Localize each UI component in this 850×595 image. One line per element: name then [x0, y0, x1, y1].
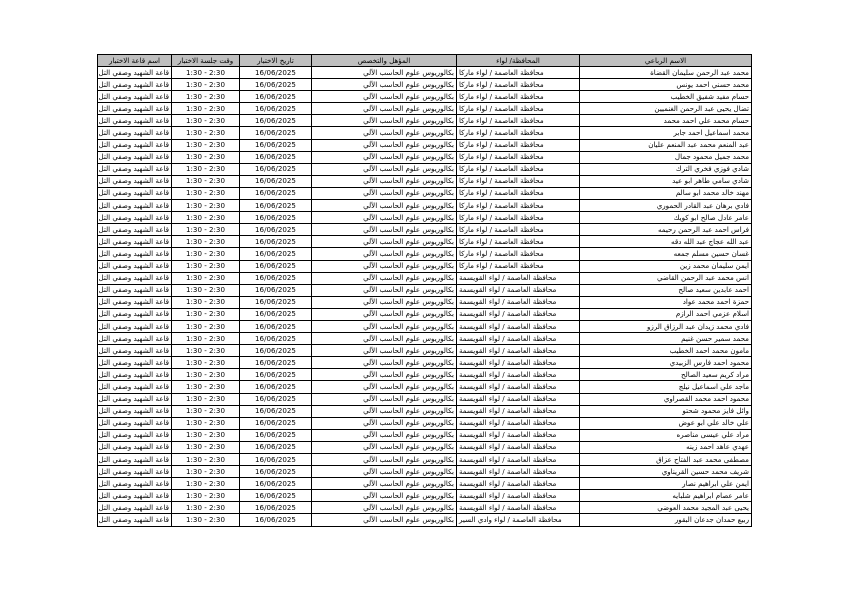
cell-exam-date: 16/06/2025	[240, 91, 312, 103]
cell-governorate: محافظة العاصمة / لواء ماركا	[457, 212, 580, 224]
cell-governorate: محافظة العاصمة / لواء القويسمة	[457, 454, 580, 466]
cell-governorate: محافظة العاصمة / لواء القويسمة	[457, 502, 580, 514]
cell-exam-hall: قاعة الشهيد وصفي التل	[98, 200, 172, 212]
cell-qualification: بكالوريوس علوم الحاسب الآلي	[312, 320, 457, 332]
cell-exam-hall: قاعة الشهيد وصفي التل	[98, 248, 172, 260]
cell-governorate: محافظة العاصمة / لواء القويسمة	[457, 441, 580, 453]
cell-exam-time: 1:30 - 2:30	[172, 212, 240, 224]
table-row	[98, 308, 752, 320]
cell-exam-hall: قاعة الشهيد وصفي التل	[98, 163, 172, 175]
exam-schedule-table	[97, 54, 752, 527]
cell-full-name: علي خالد علي ابو عوض	[580, 417, 752, 429]
cell-exam-date: 16/06/2025	[240, 175, 312, 187]
cell-governorate: محافظة العاصمة / لواء ماركا	[457, 260, 580, 272]
cell-full-name: محمود احمد محمد القصراوي	[580, 393, 752, 405]
cell-full-name: غسان حسين مسلم جمعه	[580, 248, 752, 260]
cell-qualification: بكالوريوس علوم الحاسب الآلي	[312, 260, 457, 272]
cell-exam-date: 16/06/2025	[240, 478, 312, 490]
cell-governorate: محافظة العاصمة / لواء القويسمة	[457, 393, 580, 405]
cell-exam-date: 16/06/2025	[240, 441, 312, 453]
cell-exam-date: 16/06/2025	[240, 103, 312, 115]
cell-full-name: فراس احمد عبد الرحمن رحيمه	[580, 224, 752, 236]
cell-exam-date: 16/06/2025	[240, 333, 312, 345]
cell-qualification: بكالوريوس علوم الحاسب الآلي	[312, 248, 457, 260]
cell-governorate: محافظة العاصمة / لواء وادي السير	[457, 514, 580, 526]
cell-qualification: بكالوريوس علوم الحاسب الآلي	[312, 441, 457, 453]
cell-exam-date: 16/06/2025	[240, 417, 312, 429]
cell-exam-date: 16/06/2025	[240, 466, 312, 478]
cell-qualification: بكالوريوس علوم الحاسب الآلي	[312, 151, 457, 163]
cell-exam-time: 1:30 - 2:30	[172, 67, 240, 79]
cell-qualification: بكالوريوس علوم الحاسب الآلي	[312, 91, 457, 103]
cell-full-name: محمد حسني احمد يونس	[580, 79, 752, 91]
cell-full-name: عبد المنعم محمد عبد المنعم عليان	[580, 139, 752, 151]
cell-full-name: حسام محمد علي احمد محمد	[580, 115, 752, 127]
cell-full-name: حسام مفيد شفيق الخطيب	[580, 91, 752, 103]
cell-exam-hall: قاعة الشهيد وصفي التل	[98, 127, 172, 139]
cell-exam-time: 1:30 - 2:30	[172, 139, 240, 151]
table-row	[98, 320, 752, 332]
table-row	[98, 236, 752, 248]
cell-governorate: محافظة العاصمة / لواء ماركا	[457, 200, 580, 212]
cell-exam-time: 1:30 - 2:30	[172, 345, 240, 357]
cell-exam-time: 1:30 - 2:30	[172, 514, 240, 526]
cell-exam-time: 1:30 - 2:30	[172, 236, 240, 248]
cell-governorate: محافظة العاصمة / لواء ماركا	[457, 224, 580, 236]
table-row	[98, 490, 752, 502]
cell-governorate: محافظة العاصمة / لواء ماركا	[457, 236, 580, 248]
cell-full-name: ربيع حمدان جدعان البقور	[580, 514, 752, 526]
cell-exam-time: 1:30 - 2:30	[172, 224, 240, 236]
cell-full-name: مراد علي عيسى مناصره	[580, 429, 752, 441]
cell-exam-time: 1:30 - 2:30	[172, 502, 240, 514]
cell-exam-date: 16/06/2025	[240, 248, 312, 260]
cell-exam-time: 1:30 - 2:30	[172, 454, 240, 466]
cell-exam-date: 16/06/2025	[240, 393, 312, 405]
cell-exam-date: 16/06/2025	[240, 236, 312, 248]
cell-governorate: محافظة العاصمة / لواء ماركا	[457, 115, 580, 127]
cell-exam-date: 16/06/2025	[240, 514, 312, 526]
cell-exam-hall: قاعة الشهيد وصفي التل	[98, 187, 172, 199]
cell-qualification: بكالوريوس علوم الحاسب الآلي	[312, 103, 457, 115]
cell-exam-hall: قاعة الشهيد وصفي التل	[98, 502, 172, 514]
cell-exam-hall: قاعة الشهيد وصفي التل	[98, 67, 172, 79]
cell-exam-time: 1:30 - 2:30	[172, 381, 240, 393]
cell-qualification: بكالوريوس علوم الحاسب الآلي	[312, 67, 457, 79]
cell-exam-time: 1:30 - 2:30	[172, 163, 240, 175]
cell-exam-time: 1:30 - 2:30	[172, 127, 240, 139]
cell-exam-hall: قاعة الشهيد وصفي التل	[98, 393, 172, 405]
cell-governorate: محافظة العاصمة / لواء القويسمة	[457, 369, 580, 381]
cell-qualification: بكالوريوس علوم الحاسب الآلي	[312, 284, 457, 296]
cell-exam-time: 1:30 - 2:30	[172, 175, 240, 187]
cell-exam-date: 16/06/2025	[240, 139, 312, 151]
cell-exam-date: 16/06/2025	[240, 260, 312, 272]
cell-exam-date: 16/06/2025	[240, 163, 312, 175]
table-row	[98, 429, 752, 441]
cell-exam-hall: قاعة الشهيد وصفي التل	[98, 466, 172, 478]
cell-exam-hall: قاعة الشهيد وصفي التل	[98, 284, 172, 296]
cell-qualification: بكالوريوس علوم الحاسب الآلي	[312, 127, 457, 139]
cell-qualification: بكالوريوس علوم الحاسب الآلي	[312, 79, 457, 91]
cell-full-name: ايمن سليمان محمد زين	[580, 260, 752, 272]
cell-full-name: احمد عابدين سعيد صالح	[580, 284, 752, 296]
cell-exam-date: 16/06/2025	[240, 429, 312, 441]
cell-exam-time: 1:30 - 2:30	[172, 417, 240, 429]
cell-full-name: حمزة احمد محمد عواد	[580, 296, 752, 308]
cell-qualification: بكالوريوس علوم الحاسب الآلي	[312, 212, 457, 224]
cell-governorate: محافظة العاصمة / لواء ماركا	[457, 91, 580, 103]
cell-qualification: بكالوريوس علوم الحاسب الآلي	[312, 466, 457, 478]
cell-full-name: فادي محمد زيدان عبد الرزاق الرزو	[580, 320, 752, 332]
table-row	[98, 466, 752, 478]
cell-exam-hall: قاعة الشهيد وصفي التل	[98, 369, 172, 381]
table-row	[98, 115, 752, 127]
cell-full-name: محمد سمير حسن غنيم	[580, 333, 752, 345]
cell-exam-hall: قاعة الشهيد وصفي التل	[98, 405, 172, 417]
cell-full-name: محمد عبد الرحمن سليمان القضاة	[580, 67, 752, 79]
cell-exam-hall: قاعة الشهيد وصفي التل	[98, 260, 172, 272]
cell-exam-date: 16/06/2025	[240, 224, 312, 236]
cell-exam-time: 1:30 - 2:30	[172, 248, 240, 260]
cell-exam-time: 1:30 - 2:30	[172, 200, 240, 212]
cell-governorate: محافظة العاصمة / لواء القويسمة	[457, 417, 580, 429]
cell-exam-date: 16/06/2025	[240, 79, 312, 91]
cell-exam-date: 16/06/2025	[240, 454, 312, 466]
table-row	[98, 417, 752, 429]
cell-exam-date: 16/06/2025	[240, 272, 312, 284]
cell-qualification: بكالوريوس علوم الحاسب الآلي	[312, 393, 457, 405]
cell-exam-date: 16/06/2025	[240, 308, 312, 320]
cell-full-name: شادي سامي طاهر ابو عيد	[580, 175, 752, 187]
table-row	[98, 103, 752, 115]
cell-exam-hall: قاعة الشهيد وصفي التل	[98, 429, 172, 441]
cell-exam-hall: قاعة الشهيد وصفي التل	[98, 357, 172, 369]
cell-exam-hall: قاعة الشهيد وصفي التل	[98, 272, 172, 284]
cell-exam-hall: قاعة الشهيد وصفي التل	[98, 115, 172, 127]
cell-qualification: بكالوريوس علوم الحاسب الآلي	[312, 478, 457, 490]
table-row	[98, 187, 752, 199]
cell-exam-hall: قاعة الشهيد وصفي التل	[98, 212, 172, 224]
exam-schedule-sheet	[97, 54, 751, 527]
table-row	[98, 357, 752, 369]
cell-exam-time: 1:30 - 2:30	[172, 79, 240, 91]
cell-exam-date: 16/06/2025	[240, 151, 312, 163]
cell-qualification: بكالوريوس علوم الحاسب الآلي	[312, 357, 457, 369]
cell-exam-time: 1:30 - 2:30	[172, 308, 240, 320]
table-row	[98, 260, 752, 272]
cell-exam-time: 1:30 - 2:30	[172, 429, 240, 441]
cell-governorate: محافظة العاصمة / لواء القويسمة	[457, 333, 580, 345]
cell-exam-time: 1:30 - 2:30	[172, 284, 240, 296]
cell-exam-date: 16/06/2025	[240, 405, 312, 417]
cell-qualification: بكالوريوس علوم الحاسب الآلي	[312, 490, 457, 502]
header-exam-time: وقت جلسة الاختبار	[172, 55, 240, 67]
cell-governorate: محافظة العاصمة / لواء القويسمة	[457, 357, 580, 369]
cell-exam-hall: قاعة الشهيد وصفي التل	[98, 139, 172, 151]
cell-governorate: محافظة العاصمة / لواء القويسمة	[457, 308, 580, 320]
cell-full-name: عهدي عاهد احمد زينه	[580, 441, 752, 453]
table-row	[98, 248, 752, 260]
cell-full-name: محمود احمد فارس الزبيدي	[580, 357, 752, 369]
table-row	[98, 139, 752, 151]
cell-exam-date: 16/06/2025	[240, 345, 312, 357]
cell-exam-hall: قاعة الشهيد وصفي التل	[98, 79, 172, 91]
cell-governorate: محافظة العاصمة / لواء القويسمة	[457, 284, 580, 296]
cell-exam-date: 16/06/2025	[240, 357, 312, 369]
cell-exam-time: 1:30 - 2:30	[172, 320, 240, 332]
cell-full-name: مصطفى محمد عبد الفتاح عزاق	[580, 454, 752, 466]
cell-qualification: بكالوريوس علوم الحاسب الآلي	[312, 308, 457, 320]
cell-exam-date: 16/06/2025	[240, 187, 312, 199]
cell-exam-date: 16/06/2025	[240, 369, 312, 381]
table-row	[98, 296, 752, 308]
cell-exam-time: 1:30 - 2:30	[172, 296, 240, 308]
header-exam-date: تاريخ الاختبار	[240, 55, 312, 67]
cell-qualification: بكالوريوس علوم الحاسب الآلي	[312, 200, 457, 212]
cell-exam-date: 16/06/2025	[240, 320, 312, 332]
table-row	[98, 441, 752, 453]
cell-exam-time: 1:30 - 2:30	[172, 151, 240, 163]
cell-exam-hall: قاعة الشهيد وصفي التل	[98, 151, 172, 163]
cell-exam-hall: قاعة الشهيد وصفي التل	[98, 381, 172, 393]
cell-exam-hall: قاعة الشهيد وصفي التل	[98, 454, 172, 466]
cell-exam-date: 16/06/2025	[240, 67, 312, 79]
cell-exam-hall: قاعة الشهيد وصفي التل	[98, 91, 172, 103]
cell-governorate: محافظة العاصمة / لواء القويسمة	[457, 405, 580, 417]
cell-exam-time: 1:30 - 2:30	[172, 466, 240, 478]
table-row	[98, 369, 752, 381]
cell-full-name: مهند خالد محمد ابو سالم	[580, 187, 752, 199]
cell-qualification: بكالوريوس علوم الحاسب الآلي	[312, 272, 457, 284]
cell-exam-date: 16/06/2025	[240, 212, 312, 224]
table-row	[98, 67, 752, 79]
cell-qualification: بكالوريوس علوم الحاسب الآلي	[312, 224, 457, 236]
cell-governorate: محافظة العاصمة / لواء ماركا	[457, 127, 580, 139]
header-governorate: المحافظة/ لواء	[457, 55, 580, 67]
cell-qualification: بكالوريوس علوم الحاسب الآلي	[312, 502, 457, 514]
cell-exam-hall: قاعة الشهيد وصفي التل	[98, 296, 172, 308]
cell-governorate: محافظة العاصمة / لواء القويسمة	[457, 478, 580, 490]
cell-governorate: محافظة العاصمة / لواء القويسمة	[457, 381, 580, 393]
cell-qualification: بكالوريوس علوم الحاسب الآلي	[312, 115, 457, 127]
table-row	[98, 514, 752, 526]
cell-exam-hall: قاعة الشهيد وصفي التل	[98, 514, 172, 526]
cell-exam-time: 1:30 - 2:30	[172, 405, 240, 417]
cell-qualification: بكالوريوس علوم الحاسب الآلي	[312, 163, 457, 175]
cell-exam-hall: قاعة الشهيد وصفي التل	[98, 441, 172, 453]
cell-exam-hall: قاعة الشهيد وصفي التل	[98, 478, 172, 490]
table-row	[98, 175, 752, 187]
cell-governorate: محافظة العاصمة / لواء ماركا	[457, 163, 580, 175]
table-row	[98, 163, 752, 175]
table-row	[98, 127, 752, 139]
cell-exam-date: 16/06/2025	[240, 502, 312, 514]
cell-qualification: بكالوريوس علوم الحاسب الآلي	[312, 139, 457, 151]
cell-governorate: محافظة العاصمة / لواء القويسمة	[457, 296, 580, 308]
cell-governorate: محافظة العاصمة / لواء القويسمة	[457, 345, 580, 357]
table-row	[98, 333, 752, 345]
cell-qualification: بكالوريوس علوم الحاسب الآلي	[312, 369, 457, 381]
cell-exam-time: 1:30 - 2:30	[172, 103, 240, 115]
header-row	[98, 55, 752, 67]
table-row	[98, 272, 752, 284]
cell-governorate: محافظة العاصمة / لواء ماركا	[457, 67, 580, 79]
table-row	[98, 151, 752, 163]
cell-exam-time: 1:30 - 2:30	[172, 272, 240, 284]
cell-governorate: محافظة العاصمة / لواء ماركا	[457, 187, 580, 199]
table-row	[98, 502, 752, 514]
cell-full-name: تضال يحيى عبد الرحمن الغنميين	[580, 103, 752, 115]
cell-exam-time: 1:30 - 2:30	[172, 490, 240, 502]
cell-full-name: شريف محمد حسين القريناوي	[580, 466, 752, 478]
cell-exam-date: 16/06/2025	[240, 115, 312, 127]
cell-exam-date: 16/06/2025	[240, 284, 312, 296]
cell-exam-time: 1:30 - 2:30	[172, 478, 240, 490]
cell-full-name: يحيى عبد المجيد محمد العوضي	[580, 502, 752, 514]
cell-exam-time: 1:30 - 2:30	[172, 441, 240, 453]
cell-exam-date: 16/06/2025	[240, 200, 312, 212]
cell-exam-hall: قاعة الشهيد وصفي التل	[98, 236, 172, 248]
cell-governorate: محافظة العاصمة / لواء ماركا	[457, 139, 580, 151]
cell-full-name: محمد اسماعيل احمد جابر	[580, 127, 752, 139]
header-exam-hall: اسم قاعة الاختبار	[98, 55, 172, 67]
table-row	[98, 405, 752, 417]
cell-full-name: ايمن علي ابراهيم نصار	[580, 478, 752, 490]
cell-qualification: بكالوريوس علوم الحاسب الآلي	[312, 187, 457, 199]
cell-qualification: بكالوريوس علوم الحاسب الآلي	[312, 175, 457, 187]
table-row	[98, 454, 752, 466]
cell-exam-time: 1:30 - 2:30	[172, 393, 240, 405]
cell-exam-hall: قاعة الشهيد وصفي التل	[98, 175, 172, 187]
cell-exam-hall: قاعة الشهيد وصفي التل	[98, 333, 172, 345]
cell-exam-hall: قاعة الشهيد وصفي التل	[98, 417, 172, 429]
cell-qualification: بكالوريوس علوم الحاسب الآلي	[312, 514, 457, 526]
cell-full-name: فادي برهان عبد القادر الحموري	[580, 200, 752, 212]
cell-qualification: بكالوريوس علوم الحاسب الآلي	[312, 333, 457, 345]
cell-qualification: بكالوريوس علوم الحاسب الآلي	[312, 296, 457, 308]
cell-governorate: محافظة العاصمة / لواء القويسمة	[457, 429, 580, 441]
cell-qualification: بكالوريوس علوم الحاسب الآلي	[312, 454, 457, 466]
cell-full-name: ماجد علي اسماعيل نيلج	[580, 381, 752, 393]
cell-full-name: وائل فايز محمود شحتو	[580, 405, 752, 417]
cell-full-name: عامر عصام ابراهيم شلبايه	[580, 490, 752, 502]
cell-exam-hall: قاعة الشهيد وصفي التل	[98, 345, 172, 357]
cell-exam-hall: قاعة الشهيد وصفي التل	[98, 490, 172, 502]
cell-governorate: محافظة العاصمة / لواء القويسمة	[457, 490, 580, 502]
cell-governorate: محافظة العاصمة / لواء القويسمة	[457, 466, 580, 478]
cell-governorate: محافظة العاصمة / لواء ماركا	[457, 103, 580, 115]
cell-full-name: مامون محمد احمد الخطيب	[580, 345, 752, 357]
cell-qualification: بكالوريوس علوم الحاسب الآلي	[312, 381, 457, 393]
table-row	[98, 284, 752, 296]
table-row	[98, 224, 752, 236]
header-full-name: الاسم الرباعي	[580, 55, 752, 67]
cell-governorate: محافظة العاصمة / لواء ماركا	[457, 79, 580, 91]
cell-exam-hall: قاعة الشهيد وصفي التل	[98, 224, 172, 236]
cell-exam-time: 1:30 - 2:30	[172, 91, 240, 103]
cell-full-name: اسلام عزمي احمد الرازم	[580, 308, 752, 320]
cell-full-name: مراد كريم سعيد الصالح	[580, 369, 752, 381]
cell-governorate: محافظة العاصمة / لواء ماركا	[457, 248, 580, 260]
cell-governorate: محافظة العاصمة / لواء ماركا	[457, 151, 580, 163]
cell-qualification: بكالوريوس علوم الحاسب الآلي	[312, 345, 457, 357]
cell-exam-time: 1:30 - 2:30	[172, 369, 240, 381]
cell-full-name: عبد الله عجاج عبد الله دقه	[580, 236, 752, 248]
cell-full-name: شادي فوزي فخري الترك	[580, 163, 752, 175]
table-row	[98, 79, 752, 91]
cell-exam-time: 1:30 - 2:30	[172, 333, 240, 345]
cell-full-name: انس محمد عبد الرحمن القاضي	[580, 272, 752, 284]
cell-governorate: محافظة العاصمة / لواء ماركا	[457, 175, 580, 187]
cell-full-name: عامر عادل صالح ابو كويك	[580, 212, 752, 224]
header-qualification: المؤهل والتخصص	[312, 55, 457, 67]
cell-exam-time: 1:30 - 2:30	[172, 187, 240, 199]
cell-exam-date: 16/06/2025	[240, 381, 312, 393]
table-row	[98, 345, 752, 357]
table-row	[98, 212, 752, 224]
cell-exam-time: 1:30 - 2:30	[172, 115, 240, 127]
cell-qualification: بكالوريوس علوم الحاسب الآلي	[312, 236, 457, 248]
cell-qualification: بكالوريوس علوم الحاسب الآلي	[312, 405, 457, 417]
table-row	[98, 478, 752, 490]
cell-exam-time: 1:30 - 2:30	[172, 357, 240, 369]
cell-exam-hall: قاعة الشهيد وصفي التل	[98, 320, 172, 332]
cell-exam-date: 16/06/2025	[240, 127, 312, 139]
table-row	[98, 200, 752, 212]
table-row	[98, 381, 752, 393]
table-row	[98, 393, 752, 405]
cell-exam-hall: قاعة الشهيد وصفي التل	[98, 103, 172, 115]
cell-qualification: بكالوريوس علوم الحاسب الآلي	[312, 417, 457, 429]
cell-exam-date: 16/06/2025	[240, 296, 312, 308]
table-body	[98, 67, 752, 527]
cell-qualification: بكالوريوس علوم الحاسب الآلي	[312, 429, 457, 441]
cell-full-name: محمد جميل محمود جمال	[580, 151, 752, 163]
cell-exam-date: 16/06/2025	[240, 490, 312, 502]
cell-governorate: محافظة العاصمة / لواء القويسمة	[457, 320, 580, 332]
cell-governorate: محافظة العاصمة / لواء القويسمة	[457, 272, 580, 284]
cell-exam-time: 1:30 - 2:30	[172, 260, 240, 272]
table-row	[98, 91, 752, 103]
cell-exam-hall: قاعة الشهيد وصفي التل	[98, 308, 172, 320]
